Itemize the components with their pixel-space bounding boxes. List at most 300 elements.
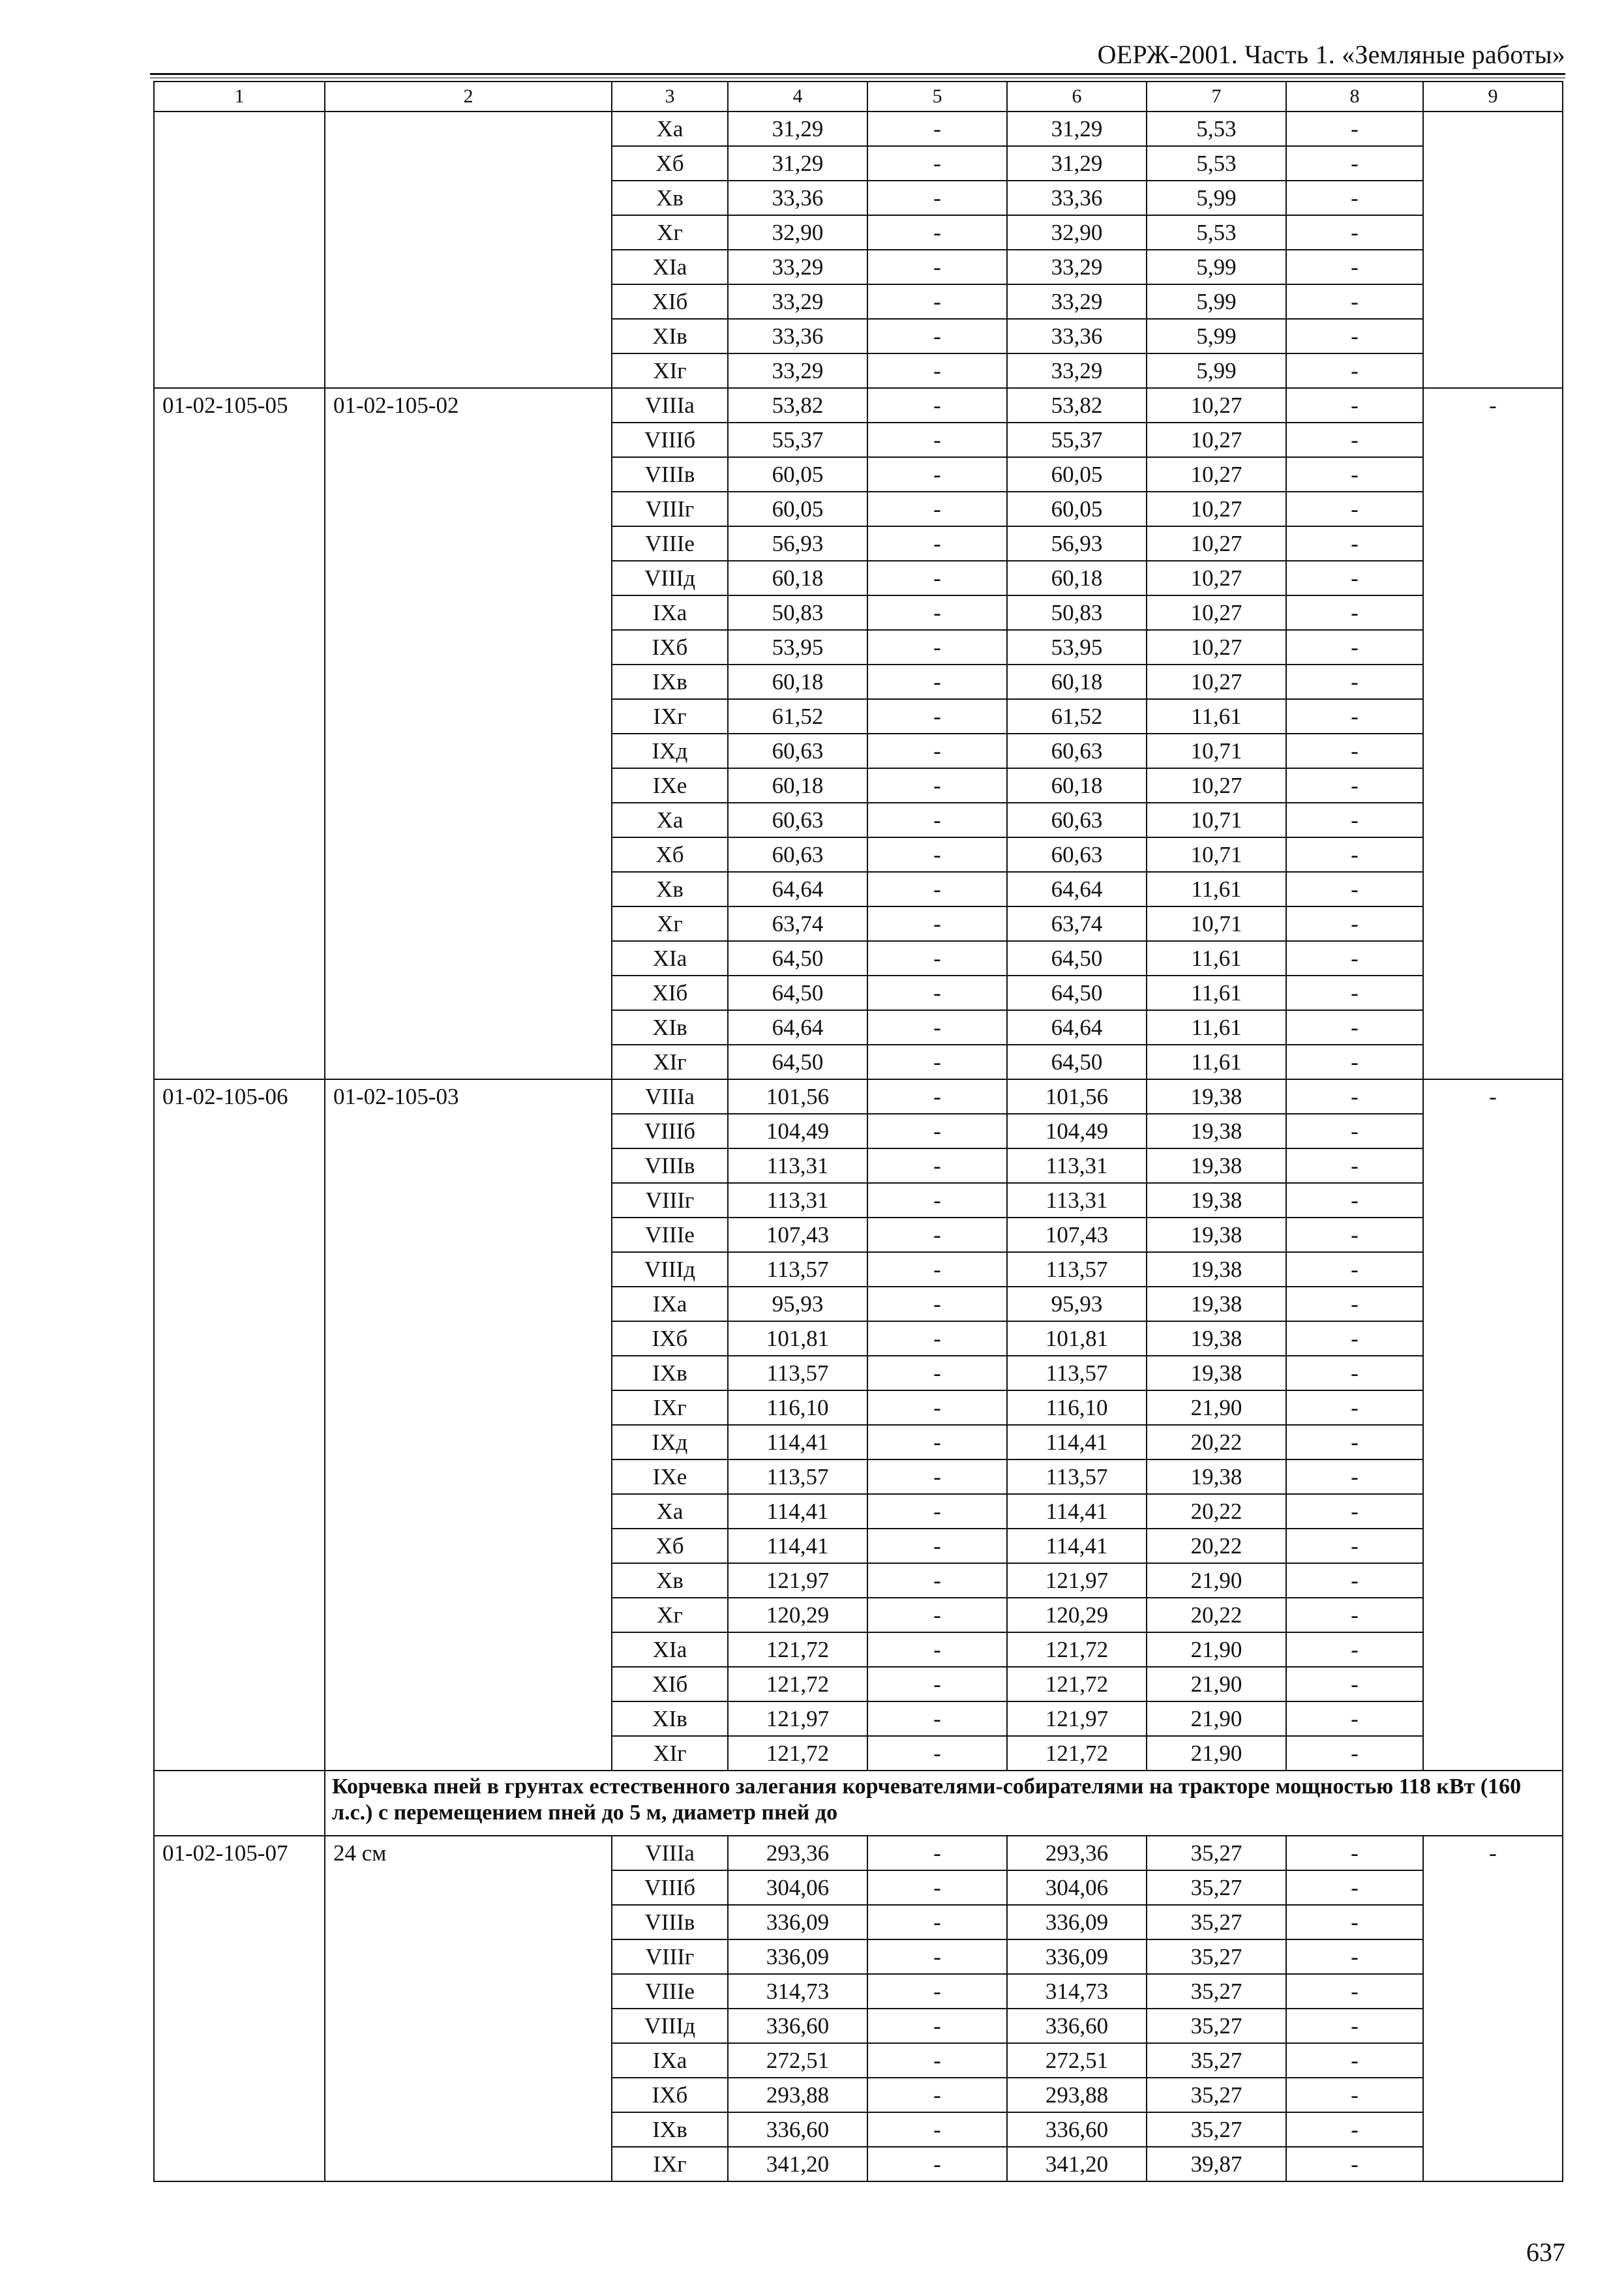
materials-cell: - — [1286, 1114, 1423, 1148]
machine-cost-cell: 304,06 — [1007, 1870, 1147, 1905]
machinist-wage-cell: 21,90 — [1147, 1701, 1286, 1736]
wage-cell: - — [867, 2112, 1007, 2147]
machine-cost-cell: 33,36 — [1007, 319, 1147, 353]
wage-cell: - — [867, 1218, 1007, 1252]
soil-group-cell: XIб — [612, 284, 728, 319]
soil-group-cell: VIIIд — [612, 2009, 728, 2043]
machinist-wage-cell: 11,61 — [1147, 1010, 1286, 1045]
machinist-wage-cell: 11,61 — [1147, 872, 1286, 906]
machinist-wage-cell: 5,53 — [1147, 215, 1286, 250]
machinist-wage-cell: 39,87 — [1147, 2147, 1286, 2181]
machinist-wage-cell: 19,38 — [1147, 1356, 1286, 1390]
wage-cell: - — [867, 1356, 1007, 1390]
total-cost-cell: 64,64 — [728, 1010, 867, 1045]
wage-cell: - — [867, 526, 1007, 561]
materials-cell: - — [1286, 1667, 1423, 1701]
materials-cell: - — [1286, 146, 1423, 181]
total-cost-cell: 33,36 — [728, 181, 867, 215]
total-cost-cell: 314,73 — [728, 1974, 867, 2009]
wage-cell: - — [867, 2043, 1007, 2078]
materials-cell: - — [1286, 250, 1423, 284]
soil-group-cell: XIв — [612, 319, 728, 353]
soil-group-cell: IXв — [612, 665, 728, 699]
wage-cell: - — [867, 1321, 1007, 1356]
machine-cost-cell: 33,29 — [1007, 250, 1147, 284]
total-cost-cell: 304,06 — [728, 1870, 867, 1905]
materials-cell: - — [1286, 1974, 1423, 2009]
total-cost-cell: 60,18 — [728, 561, 867, 595]
rate-code-cell: 01-02-105-07 — [154, 1836, 325, 2181]
soil-group-cell: XIг — [612, 353, 728, 388]
soil-group-cell: Xа — [612, 1494, 728, 1529]
materials-cell: - — [1286, 1529, 1423, 1563]
total-cost-cell: 107,43 — [728, 1218, 867, 1252]
materials-cell: - — [1286, 595, 1423, 630]
machinist-wage-cell: 10,71 — [1147, 837, 1286, 872]
total-cost-cell: 60,63 — [728, 837, 867, 872]
machinist-wage-cell: 21,90 — [1147, 1563, 1286, 1598]
materials-cell: - — [1286, 2112, 1423, 2147]
column-number-row — [154, 82, 1563, 112]
total-cost-cell: 64,64 — [728, 872, 867, 906]
machine-cost-cell: 53,95 — [1007, 630, 1147, 665]
rate-reference-cell: 01-02-105-02 — [325, 388, 612, 1079]
materials-cell: - — [1286, 1905, 1423, 1939]
machinist-wage-cell: 11,61 — [1147, 1045, 1286, 1079]
column-9-cell: - — [1423, 1079, 1563, 1771]
machine-cost-cell: 60,05 — [1007, 457, 1147, 492]
soil-group-cell: IXе — [612, 1459, 728, 1494]
materials-cell: - — [1286, 284, 1423, 319]
machinist-wage-cell: 35,27 — [1147, 2009, 1286, 2043]
soil-group-cell: VIIIг — [612, 1939, 728, 1974]
materials-cell: - — [1286, 1321, 1423, 1356]
total-cost-cell: 113,31 — [728, 1148, 867, 1183]
machinist-wage-cell: 5,99 — [1147, 284, 1286, 319]
soil-group-cell: Xг — [612, 1598, 728, 1632]
wage-cell: - — [867, 1252, 1007, 1287]
materials-cell: - — [1286, 1598, 1423, 1632]
materials-cell: - — [1286, 837, 1423, 872]
machinist-wage-cell: 19,38 — [1147, 1114, 1286, 1148]
wage-cell: - — [867, 1425, 1007, 1459]
total-cost-cell: 336,60 — [728, 2009, 867, 2043]
machinist-wage-cell: 10,71 — [1147, 803, 1286, 837]
machine-cost-cell: 336,60 — [1007, 2009, 1147, 2043]
total-cost-cell: 64,50 — [728, 941, 867, 976]
machinist-wage-cell: 10,27 — [1147, 630, 1286, 665]
machine-cost-cell: 60,18 — [1007, 768, 1147, 803]
machine-cost-cell: 31,29 — [1007, 146, 1147, 181]
materials-cell: - — [1286, 112, 1423, 146]
materials-cell: - — [1286, 1079, 1423, 1114]
section-heading-blank-cell — [154, 1771, 325, 1836]
materials-cell: - — [1286, 1356, 1423, 1390]
machine-cost-cell: 272,51 — [1007, 2043, 1147, 2078]
materials-cell: - — [1286, 768, 1423, 803]
materials-cell: - — [1286, 1010, 1423, 1045]
total-cost-cell: 113,57 — [728, 1459, 867, 1494]
soil-group-cell: VIIIв — [612, 1905, 728, 1939]
total-cost-cell: 61,52 — [728, 699, 867, 734]
wage-cell: - — [867, 319, 1007, 353]
machine-cost-cell: 56,93 — [1007, 526, 1147, 561]
rate-reference-cell: 24 см — [325, 1836, 612, 2181]
total-cost-cell: 336,09 — [728, 1905, 867, 1939]
machine-cost-cell: 101,81 — [1007, 1321, 1147, 1356]
soil-group-cell: IXе — [612, 768, 728, 803]
soil-group-cell: Xа — [612, 803, 728, 837]
machinist-wage-cell: 10,27 — [1147, 526, 1286, 561]
soil-group-cell: XIг — [612, 1736, 728, 1771]
machine-cost-cell: 33,29 — [1007, 284, 1147, 319]
wage-cell: - — [867, 1701, 1007, 1736]
wage-cell: - — [867, 2147, 1007, 2181]
materials-cell: - — [1286, 630, 1423, 665]
machinist-wage-cell: 19,38 — [1147, 1287, 1286, 1321]
soil-group-cell: VIIIа — [612, 1836, 728, 1870]
soil-group-cell: VIIIд — [612, 1252, 728, 1287]
machine-cost-cell: 113,31 — [1007, 1183, 1147, 1218]
soil-group-cell: IXа — [612, 2043, 728, 2078]
wage-cell: - — [867, 1736, 1007, 1771]
materials-cell: - — [1286, 492, 1423, 526]
machinist-wage-cell: 21,90 — [1147, 1667, 1286, 1701]
materials-cell: - — [1286, 423, 1423, 457]
materials-cell: - — [1286, 1425, 1423, 1459]
machinist-wage-cell: 10,27 — [1147, 665, 1286, 699]
machine-cost-cell: 113,31 — [1007, 1148, 1147, 1183]
machine-cost-cell: 121,72 — [1007, 1632, 1147, 1667]
machinist-wage-cell: 5,99 — [1147, 319, 1286, 353]
machine-cost-cell: 60,63 — [1007, 734, 1147, 768]
soil-group-cell: Xг — [612, 906, 728, 941]
materials-cell: - — [1286, 1148, 1423, 1183]
soil-group-cell: VIIIе — [612, 526, 728, 561]
soil-group-cell: IXг — [612, 1390, 728, 1425]
materials-cell: - — [1286, 872, 1423, 906]
total-cost-cell: 60,05 — [728, 492, 867, 526]
materials-cell: - — [1286, 1183, 1423, 1218]
soil-group-cell: XIб — [612, 976, 728, 1010]
machinist-wage-cell: 19,38 — [1147, 1183, 1286, 1218]
wage-cell: - — [867, 803, 1007, 837]
soil-group-cell: IXд — [612, 734, 728, 768]
soil-group-cell: VIIIа — [612, 388, 728, 423]
machine-cost-cell: 121,72 — [1007, 1667, 1147, 1701]
materials-cell: - — [1286, 665, 1423, 699]
total-cost-cell: 121,97 — [728, 1563, 867, 1598]
materials-cell: - — [1286, 215, 1423, 250]
machine-cost-cell: 60,05 — [1007, 492, 1147, 526]
materials-cell: - — [1286, 941, 1423, 976]
machinist-wage-cell: 21,90 — [1147, 1736, 1286, 1771]
header-rule-thick — [150, 73, 1565, 75]
total-cost-cell: 113,57 — [728, 1356, 867, 1390]
materials-cell: - — [1286, 1252, 1423, 1287]
machine-cost-cell: 113,57 — [1007, 1356, 1147, 1390]
total-cost-cell: 60,05 — [728, 457, 867, 492]
materials-cell: - — [1286, 2043, 1423, 2078]
wage-cell: - — [867, 388, 1007, 423]
machinist-wage-cell: 10,27 — [1147, 457, 1286, 492]
soil-group-cell: VIIIе — [612, 1974, 728, 2009]
soil-group-cell: XIа — [612, 250, 728, 284]
machine-cost-cell: 53,82 — [1007, 388, 1147, 423]
machinist-wage-cell: 35,27 — [1147, 1974, 1286, 2009]
total-cost-cell: 50,83 — [728, 595, 867, 630]
soil-group-cell: VIIIа — [612, 1079, 728, 1114]
machinist-wage-cell: 10,27 — [1147, 492, 1286, 526]
machine-cost-cell: 33,29 — [1007, 353, 1147, 388]
column-number-cell: 4 — [728, 82, 867, 112]
page-number: 637 — [1526, 2237, 1565, 2267]
total-cost-cell: 31,29 — [728, 112, 867, 146]
total-cost-cell: 113,57 — [728, 1252, 867, 1287]
machinist-wage-cell: 11,61 — [1147, 976, 1286, 1010]
materials-cell: - — [1286, 1939, 1423, 1974]
soil-group-cell: IXа — [612, 1287, 728, 1321]
column-number-cell: 5 — [867, 82, 1007, 112]
machine-cost-cell: 293,36 — [1007, 1836, 1147, 1870]
column-number-cell: 9 — [1423, 82, 1563, 112]
rate-reference-cell — [325, 112, 612, 388]
wage-cell: - — [867, 837, 1007, 872]
wage-cell: - — [867, 561, 1007, 595]
wage-cell: - — [867, 734, 1007, 768]
section-heading-text: Корчевка пней в грунтах естественного залегания корчевателями-собирателями на тракторе мощностью 118 кВт (160 л.с.) с перемещением пней до 5 м, диаметр пней до — [325, 1771, 1563, 1836]
total-cost-cell: 120,29 — [728, 1598, 867, 1632]
wage-cell: - — [867, 1905, 1007, 1939]
wage-cell: - — [867, 1529, 1007, 1563]
machine-cost-cell: 114,41 — [1007, 1494, 1147, 1529]
materials-cell: - — [1286, 526, 1423, 561]
machinist-wage-cell: 19,38 — [1147, 1148, 1286, 1183]
total-cost-cell: 33,29 — [728, 284, 867, 319]
wage-cell: - — [867, 1939, 1007, 1974]
total-cost-cell: 121,97 — [728, 1701, 867, 1736]
total-cost-cell: 293,88 — [728, 2078, 867, 2112]
machine-cost-cell: 64,50 — [1007, 976, 1147, 1010]
machinist-wage-cell: 19,38 — [1147, 1459, 1286, 1494]
materials-cell: - — [1286, 1459, 1423, 1494]
soil-group-cell: Xб — [612, 1529, 728, 1563]
machine-cost-cell: 104,49 — [1007, 1114, 1147, 1148]
total-cost-cell: 60,18 — [728, 665, 867, 699]
soil-group-cell: IXб — [612, 1321, 728, 1356]
total-cost-cell: 336,09 — [728, 1939, 867, 1974]
rates-table — [153, 81, 1563, 2182]
total-cost-cell: 121,72 — [728, 1667, 867, 1701]
table-row — [154, 1836, 1563, 1870]
machine-cost-cell: 121,72 — [1007, 1736, 1147, 1771]
soil-group-cell: XIа — [612, 1632, 728, 1667]
machinist-wage-cell: 35,27 — [1147, 1939, 1286, 1974]
total-cost-cell: 114,41 — [728, 1425, 867, 1459]
machinist-wage-cell: 11,61 — [1147, 699, 1286, 734]
wage-cell: - — [867, 112, 1007, 146]
materials-cell: - — [1286, 1632, 1423, 1667]
machine-cost-cell: 55,37 — [1007, 423, 1147, 457]
machinist-wage-cell: 21,90 — [1147, 1390, 1286, 1425]
soil-group-cell: VIIIв — [612, 1148, 728, 1183]
soil-group-cell: IXа — [612, 595, 728, 630]
column-number-cell: 2 — [325, 82, 612, 112]
soil-group-cell: Xв — [612, 872, 728, 906]
rate-code-cell: 01-02-105-05 — [154, 388, 325, 1079]
wage-cell: - — [867, 941, 1007, 976]
machinist-wage-cell: 5,99 — [1147, 181, 1286, 215]
machine-cost-cell: 31,29 — [1007, 112, 1147, 146]
machinist-wage-cell: 5,99 — [1147, 353, 1286, 388]
total-cost-cell: 55,37 — [728, 423, 867, 457]
wage-cell: - — [867, 768, 1007, 803]
machinist-wage-cell: 10,27 — [1147, 595, 1286, 630]
machine-cost-cell: 50,83 — [1007, 595, 1147, 630]
machine-cost-cell: 121,97 — [1007, 1563, 1147, 1598]
total-cost-cell: 31,29 — [728, 146, 867, 181]
wage-cell: - — [867, 1183, 1007, 1218]
wage-cell: - — [867, 1287, 1007, 1321]
soil-group-cell: VIIIб — [612, 1114, 728, 1148]
wage-cell: - — [867, 423, 1007, 457]
wage-cell: - — [867, 595, 1007, 630]
total-cost-cell: 64,50 — [728, 976, 867, 1010]
total-cost-cell: 121,72 — [728, 1632, 867, 1667]
machinist-wage-cell: 20,22 — [1147, 1598, 1286, 1632]
total-cost-cell: 53,82 — [728, 388, 867, 423]
machine-cost-cell: 314,73 — [1007, 1974, 1147, 2009]
wage-cell: - — [867, 665, 1007, 699]
soil-group-cell: Xг — [612, 215, 728, 250]
machine-cost-cell: 341,20 — [1007, 2147, 1147, 2181]
total-cost-cell: 293,36 — [728, 1836, 867, 1870]
soil-group-cell: Xб — [612, 837, 728, 872]
wage-cell: - — [867, 2009, 1007, 2043]
soil-group-cell: IXв — [612, 2112, 728, 2147]
table-row — [154, 388, 1563, 423]
materials-cell: - — [1286, 1287, 1423, 1321]
machinist-wage-cell: 35,27 — [1147, 2078, 1286, 2112]
machinist-wage-cell: 20,22 — [1147, 1494, 1286, 1529]
materials-cell: - — [1286, 1836, 1423, 1870]
machine-cost-cell: 293,88 — [1007, 2078, 1147, 2112]
machine-cost-cell: 336,09 — [1007, 1905, 1147, 1939]
rate-code-cell: 01-02-105-06 — [154, 1079, 325, 1771]
wage-cell: - — [867, 215, 1007, 250]
wage-cell: - — [867, 1045, 1007, 1079]
machinist-wage-cell: 10,27 — [1147, 561, 1286, 595]
machine-cost-cell: 60,63 — [1007, 837, 1147, 872]
machine-cost-cell: 336,09 — [1007, 1939, 1147, 1974]
machine-cost-cell: 64,64 — [1007, 872, 1147, 906]
machinist-wage-cell: 35,27 — [1147, 2112, 1286, 2147]
materials-cell: - — [1286, 1870, 1423, 1905]
soil-group-cell: Xв — [612, 181, 728, 215]
materials-cell: - — [1286, 181, 1423, 215]
wage-cell: - — [867, 1390, 1007, 1425]
materials-cell: - — [1286, 2147, 1423, 2181]
materials-cell: - — [1286, 699, 1423, 734]
machine-cost-cell: 120,29 — [1007, 1598, 1147, 1632]
wage-cell: - — [867, 1010, 1007, 1045]
total-cost-cell: 53,95 — [728, 630, 867, 665]
soil-group-cell: IXб — [612, 2078, 728, 2112]
machine-cost-cell: 63,74 — [1007, 906, 1147, 941]
machine-cost-cell: 61,52 — [1007, 699, 1147, 734]
machine-cost-cell: 114,41 — [1007, 1425, 1147, 1459]
total-cost-cell: 272,51 — [728, 2043, 867, 2078]
wage-cell: - — [867, 1079, 1007, 1114]
wage-cell: - — [867, 872, 1007, 906]
materials-cell: - — [1286, 1563, 1423, 1598]
machinist-wage-cell: 10,71 — [1147, 906, 1286, 941]
wage-cell: - — [867, 1598, 1007, 1632]
machinist-wage-cell: 5,99 — [1147, 250, 1286, 284]
soil-group-cell: VIIIг — [612, 1183, 728, 1218]
column-number-cell: 6 — [1007, 82, 1147, 112]
machine-cost-cell: 114,41 — [1007, 1529, 1147, 1563]
wage-cell: - — [867, 630, 1007, 665]
soil-group-cell: VIIIб — [612, 1870, 728, 1905]
total-cost-cell: 341,20 — [728, 2147, 867, 2181]
total-cost-cell: 95,93 — [728, 1287, 867, 1321]
wage-cell: - — [867, 250, 1007, 284]
column-number-cell: 3 — [612, 82, 728, 112]
total-cost-cell: 114,41 — [728, 1494, 867, 1529]
column-9-cell: - — [1423, 1836, 1563, 2181]
soil-group-cell: IXг — [612, 699, 728, 734]
materials-cell: - — [1286, 1390, 1423, 1425]
wage-cell: - — [867, 181, 1007, 215]
soil-group-cell: Xб — [612, 146, 728, 181]
soil-group-cell: VIIIг — [612, 492, 728, 526]
column-number-cell: 8 — [1286, 82, 1423, 112]
wage-cell: - — [867, 1459, 1007, 1494]
wage-cell: - — [867, 1114, 1007, 1148]
materials-cell: - — [1286, 906, 1423, 941]
soil-group-cell: VIIIе — [612, 1218, 728, 1252]
materials-cell: - — [1286, 976, 1423, 1010]
total-cost-cell: 113,31 — [728, 1183, 867, 1218]
total-cost-cell: 63,74 — [728, 906, 867, 941]
machine-cost-cell: 107,43 — [1007, 1218, 1147, 1252]
total-cost-cell: 64,50 — [728, 1045, 867, 1079]
wage-cell: - — [867, 1974, 1007, 2009]
machinist-wage-cell: 11,61 — [1147, 941, 1286, 976]
wage-cell: - — [867, 906, 1007, 941]
wage-cell: - — [867, 457, 1007, 492]
machine-cost-cell: 64,50 — [1007, 941, 1147, 976]
machine-cost-cell: 32,90 — [1007, 215, 1147, 250]
wage-cell: - — [867, 1667, 1007, 1701]
machinist-wage-cell: 35,27 — [1147, 2043, 1286, 2078]
machinist-wage-cell: 19,38 — [1147, 1321, 1286, 1356]
machine-cost-cell: 113,57 — [1007, 1459, 1147, 1494]
wage-cell: - — [867, 492, 1007, 526]
column-9-cell: - — [1423, 388, 1563, 1079]
machinist-wage-cell: 20,22 — [1147, 1425, 1286, 1459]
total-cost-cell: 60,63 — [728, 803, 867, 837]
machine-cost-cell: 64,64 — [1007, 1010, 1147, 1045]
wage-cell: - — [867, 1836, 1007, 1870]
total-cost-cell: 56,93 — [728, 526, 867, 561]
table-row — [154, 112, 1563, 146]
materials-cell: - — [1286, 1736, 1423, 1771]
document-header-title: ОЕРЖ-2001. Часть 1. «Земляные работы» — [1097, 40, 1565, 69]
machinist-wage-cell: 19,38 — [1147, 1218, 1286, 1252]
soil-group-cell: XIв — [612, 1010, 728, 1045]
